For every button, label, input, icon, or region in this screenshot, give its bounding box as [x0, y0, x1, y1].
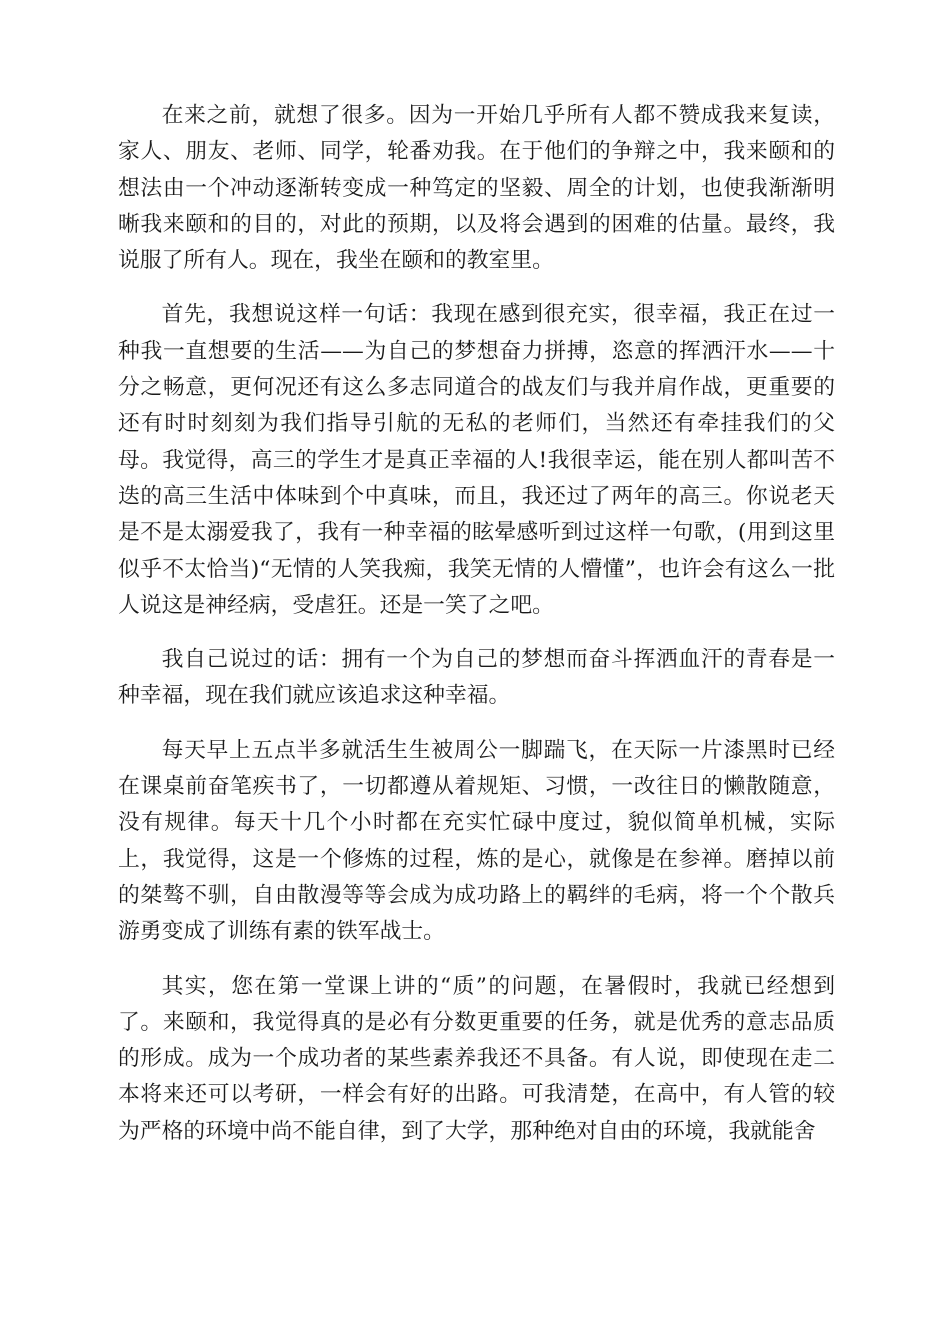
document-body [118, 98, 835, 1168]
paragraph-4: 每天早上五点半多就活生生被周公一脚踹飞，在天际一片漆黑时已经在课桌前奋笔疾书了，一切都遵从着规矩、习惯，一改往日的懒散随意，没有规律。每天十几个小时都在充实忙碌中度过，貌似简单机械，实际上，我觉得，这是一个修炼的过程，炼的是心，就像是在参禅。磨掉以前的桀骜不驯，自由散漫等等会成为成功路上的羁绊的毛病，将一个个散兵游勇变成了训练有素的铁军战士。 [118, 737, 835, 945]
paragraph-1: 在来之前，就想了很多。因为一开始几乎所有人都不赞成我来复读，家人、朋友、老师、同学，轮番劝我。在于他们的争辩之中，我来颐和的想法由一个冲动逐渐转变成一种笃定的坚毅、周全的计划，也使我渐渐明晰我来颐和的目的，对此的预期，以及将会遇到的困难的估量。最终，我说服了所有人。现在，我坐在颐和的教室里。 [118, 103, 835, 274]
paragraph-2: 首先，我想说这样一句话：我现在感到很充实，很幸福，我正在过一种我一直想要的生活——为自己的梦想奋力拼搏，恣意的挥洒汗水——十分之畅意，更何况还有这么多志同道合的战友们与我并肩作战，更重要的还有时时刻刻为我们指导引航的无私的老师们，当然还有牵挂我们的父母。我觉得，高三的学生才是真正幸福的人!我很幸运，能在别人都叫苦不迭的高三生活中体味到个中真味，而且，我还过了两年的高三。你说老天是不是太溺爱我了，我有一种幸福的眩晕感听到过这样一句歌，(用到这里似乎不太恰当)“无情的人笑我痴，我笑无情的人懵懂”，也许会有这么一批人说这是神经病，受虐狂。还是一笑了之吧。 [118, 302, 835, 618]
paragraph-5: 其实，您在第一堂课上讲的“质”的问题，在暑假时，我就已经想到了。来颐和，我觉得真的是必有分数更重要的任务，就是优秀的意志品质的形成。成为一个成功者的某些素养我还不具备。有人说，即使现在走二本将来还可以考研，一样会有好的出路。可我清楚，在高中，有人管的较为严格的环境中尚不能自律，到了大学，那种绝对自由的环境，我就能舍 [118, 973, 835, 1144]
paragraph-3: 我自己说过的话：拥有一个为自己的梦想而奋斗挥洒血汗的青春是一种幸福，现在我们就应该追求这种幸福。 [118, 647, 835, 709]
